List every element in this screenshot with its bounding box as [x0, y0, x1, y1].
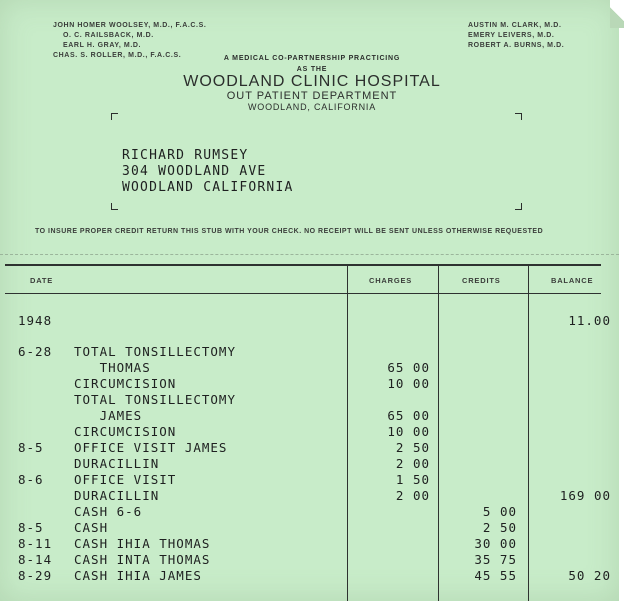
entry-charge: 2 00 [395, 488, 430, 503]
column-divider [528, 264, 529, 601]
window-corner [515, 113, 522, 120]
entry-date: 8-5 [18, 520, 44, 535]
entry-charge: 10 00 [387, 424, 430, 439]
entry-credit: 45 55 [474, 568, 517, 583]
entry-balance: 11.00 [568, 313, 611, 328]
entry-credit: 30 00 [474, 536, 517, 551]
entry-description: CIRCUMCISION [74, 424, 177, 439]
perforation-line [0, 254, 619, 255]
patient-name: RICHARD RUMSEY [122, 148, 249, 163]
entry-charge: 10 00 [387, 376, 430, 391]
doctor-name: JOHN HOMER WOOLSEY, M.D., F.A.C.S. [53, 22, 207, 29]
doctor-name: AUSTIN M. CLARK, M.D. [468, 22, 562, 29]
entry-description: OFFICE VISIT [74, 472, 177, 487]
entry-description: CASH [74, 520, 109, 535]
entry-date: 8-5 [18, 440, 44, 455]
table-header-rule [5, 293, 601, 294]
doctor-name: CHAS. S. ROLLER, M.D., F.A.C.S. [53, 52, 182, 59]
entry-charge: 65 00 [387, 408, 430, 423]
entry-charge: 1 50 [395, 472, 430, 487]
entry-description: JAMES [74, 408, 143, 423]
entry-credit: 5 00 [482, 504, 517, 519]
doctor-name: O. C. RAILSBACK, M.D. [63, 32, 154, 39]
entry-description: DURACILLIN [74, 488, 160, 503]
patient-city: WOODLAND CALIFORNIA [122, 180, 294, 195]
entry-description: OFFICE VISIT JAMES [74, 440, 228, 455]
doctor-name: EMERY LEIVERS, M.D. [468, 32, 555, 39]
hospital-name: WOODLAND CLINIC HOSPITAL [183, 73, 441, 90]
entry-balance: 169 00 [559, 488, 611, 503]
entry-date: 8-29 [18, 568, 53, 583]
patient-street: 304 WOODLAND AVE [122, 164, 267, 179]
entry-charge: 65 00 [387, 360, 430, 375]
doctors-list-right [468, 21, 564, 51]
entry-date: 8-14 [18, 552, 53, 567]
entry-credit: 2 50 [482, 520, 517, 535]
entry-charge: 2 50 [395, 440, 430, 455]
header-balance: BALANCE [551, 276, 594, 285]
doctor-name: ROBERT A. BURNS, M.D. [468, 42, 565, 49]
entry-charge: 2 00 [395, 456, 430, 471]
doctor-name: EARL H. GRAY, M.D. [63, 42, 142, 49]
entry-description: CASH 6-6 [74, 504, 143, 519]
entry-description: CASH IHIA THOMAS [74, 536, 211, 551]
table-top-rule [5, 264, 601, 266]
entry-credit: 35 75 [474, 552, 517, 567]
column-divider [438, 264, 439, 601]
window-corner [111, 203, 118, 210]
entry-description: TOTAL TONSILLECTOMY [74, 392, 236, 407]
entry-description: CASH INTA THOMAS [74, 552, 211, 567]
window-corner [515, 203, 522, 210]
window-corner [111, 113, 118, 120]
header-date: DATE [30, 276, 54, 285]
as-the-line: AS THE [296, 66, 328, 73]
entry-description: TOTAL TONSILLECTOMY [74, 344, 236, 359]
header-credits: CREDITS [462, 276, 501, 285]
entry-description: THOMAS [74, 360, 151, 375]
return-stub-notice: TO INSURE PROPER CREDIT RETURN THIS STUB WITH YOUR CHECK. NO RECEIPT WILL BE SENT UNLESS OTHERWISE REQUESTED [35, 228, 544, 235]
folded-corner [610, 0, 624, 28]
entry-date: 8-11 [18, 536, 53, 551]
department-name: OUT PATIENT DEPARTMENT [226, 90, 398, 102]
entry-balance: 50 20 [568, 568, 611, 583]
entry-date: 6-28 [18, 344, 53, 359]
practice-line: A MEDICAL CO-PARTNERSHIP PRACTICING [223, 55, 401, 62]
entry-description: CIRCUMCISION [74, 376, 177, 391]
column-divider [347, 264, 348, 601]
hospital-city: WOODLAND, CALIFORNIA [247, 102, 376, 112]
entry-date: 8-6 [18, 472, 44, 487]
entry-description: DURACILLIN [74, 456, 160, 471]
header-charges: CHARGES [369, 276, 413, 285]
entry-description: CASH IHIA JAMES [74, 568, 202, 583]
entry-date: 1948 [18, 313, 53, 328]
